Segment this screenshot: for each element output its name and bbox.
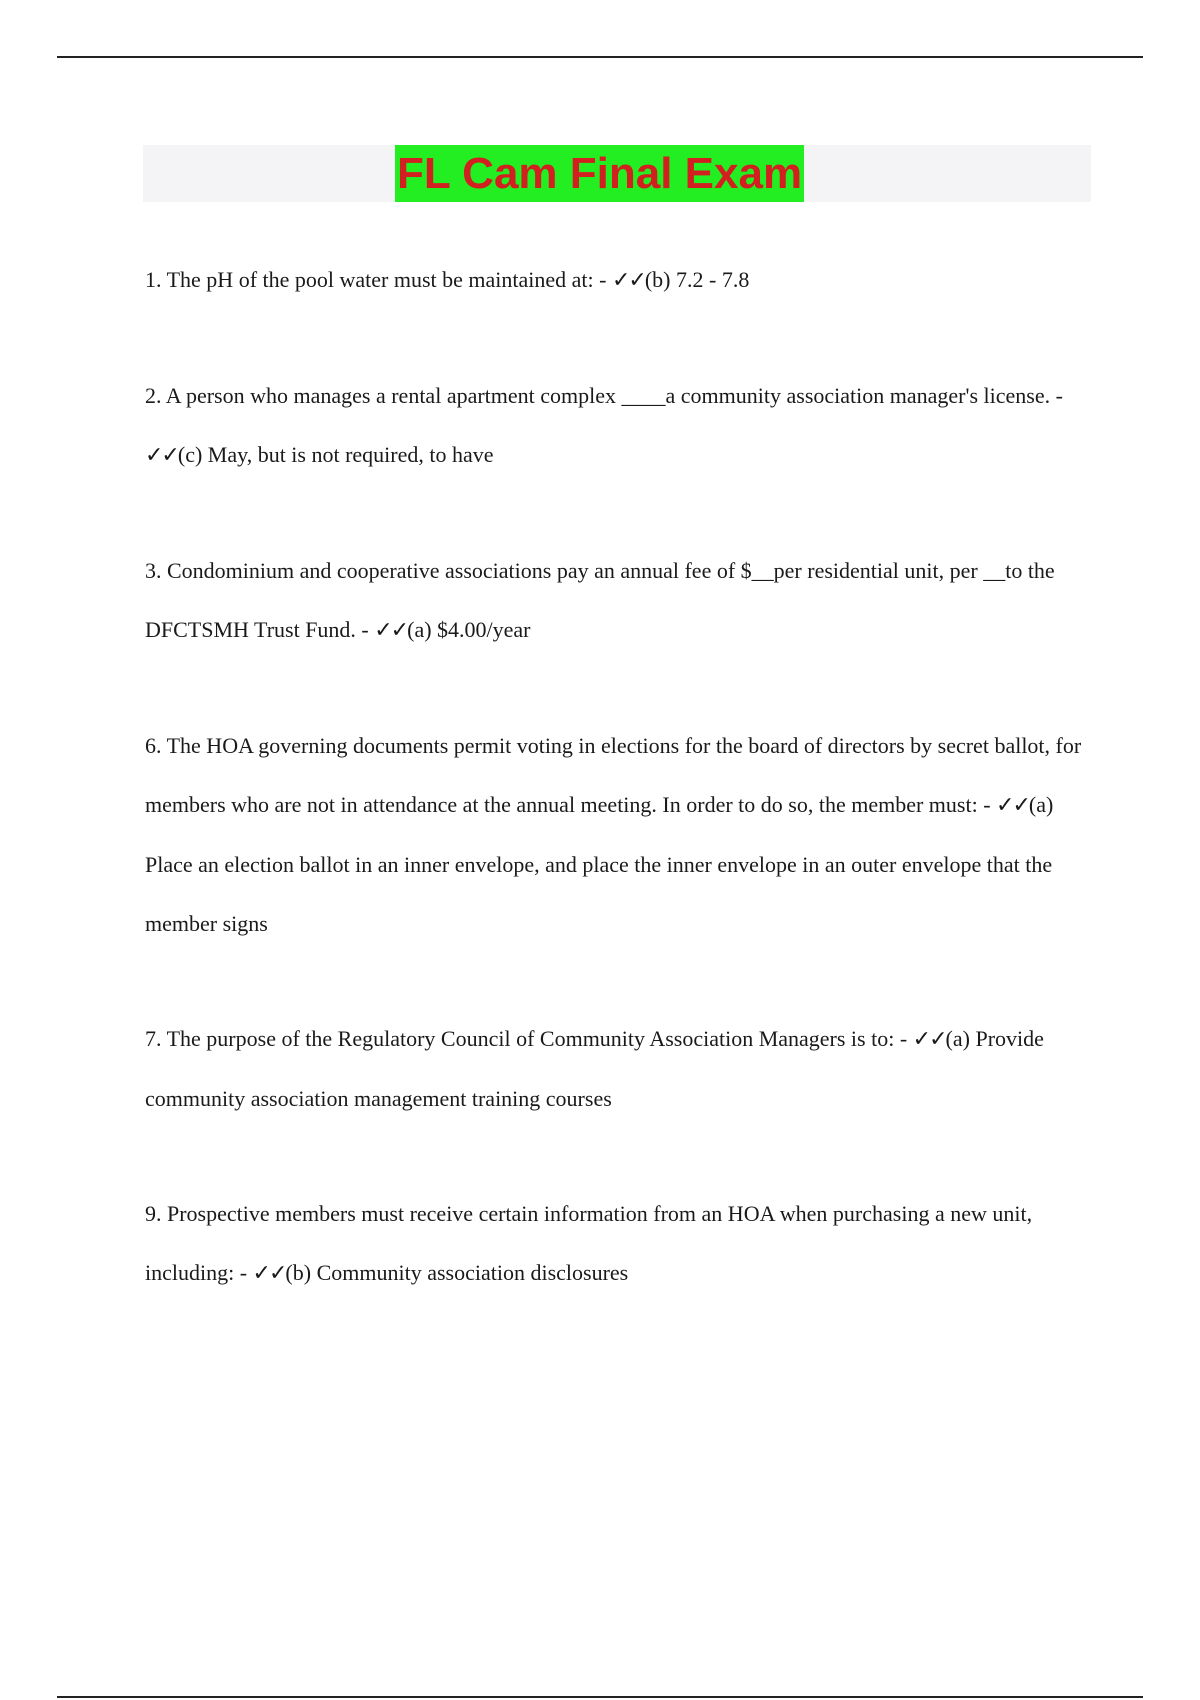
answer-text: (a) Provide community association management training courses bbox=[145, 1026, 1044, 1111]
question-text: 2. A person who manages a rental apartment complex ____a community association manager's license. - bbox=[145, 383, 1063, 408]
checkmark-icon: ✓✓ bbox=[912, 1027, 946, 1052]
question-list bbox=[145, 250, 1085, 1359]
checkmark-icon: ✓✓ bbox=[611, 268, 645, 293]
question-item bbox=[145, 250, 1085, 310]
answer-text: (a) Place an election ballot in an inner envelope, and place the inner envelope in an outer envelope that the member signs bbox=[145, 792, 1054, 936]
checkmark-icon: ✓✓ bbox=[252, 1261, 286, 1286]
question-text: 7. The purpose of the Regulatory Council of Community Association Managers is to: - bbox=[145, 1026, 913, 1051]
question-text: 3. Condominium and cooperative associations pay an annual fee of $__per residential unit, per __to the DFCTSMH Trust Fund. - bbox=[145, 558, 1055, 642]
question-text: 1. The pH of the pool water must be maintained at: - bbox=[145, 267, 612, 292]
top-rule bbox=[57, 56, 1143, 58]
bottom-rule bbox=[57, 1696, 1143, 1698]
question-item bbox=[145, 716, 1085, 953]
question-item bbox=[145, 541, 1085, 660]
checkmark-icon: ✓✓ bbox=[374, 618, 408, 643]
page-title: FL Cam Final Exam bbox=[395, 145, 804, 202]
answer-text: (a) $4.00/year bbox=[407, 617, 531, 642]
answer-text: (c) May, but is not required, to have bbox=[177, 442, 494, 467]
question-text: 6. The HOA governing documents permit voting in elections for the board of directors by secret ballot, for members who are not in attendance at the annual meeting. In order to do so, the member must: - bbox=[145, 733, 1082, 817]
question-text: 9. Prospective members must receive certain information from an HOA when purchasing a new unit, including: - bbox=[145, 1201, 1033, 1285]
answer-text: (b) Community association disclosures bbox=[285, 1260, 629, 1285]
question-item bbox=[145, 1184, 1085, 1303]
checkmark-icon: ✓✓ bbox=[996, 793, 1029, 818]
checkmark-icon: ✓✓ bbox=[145, 443, 178, 468]
question-item bbox=[145, 1009, 1085, 1128]
answer-text: (b) 7.2 - 7.8 bbox=[644, 267, 750, 292]
question-item bbox=[145, 366, 1085, 485]
